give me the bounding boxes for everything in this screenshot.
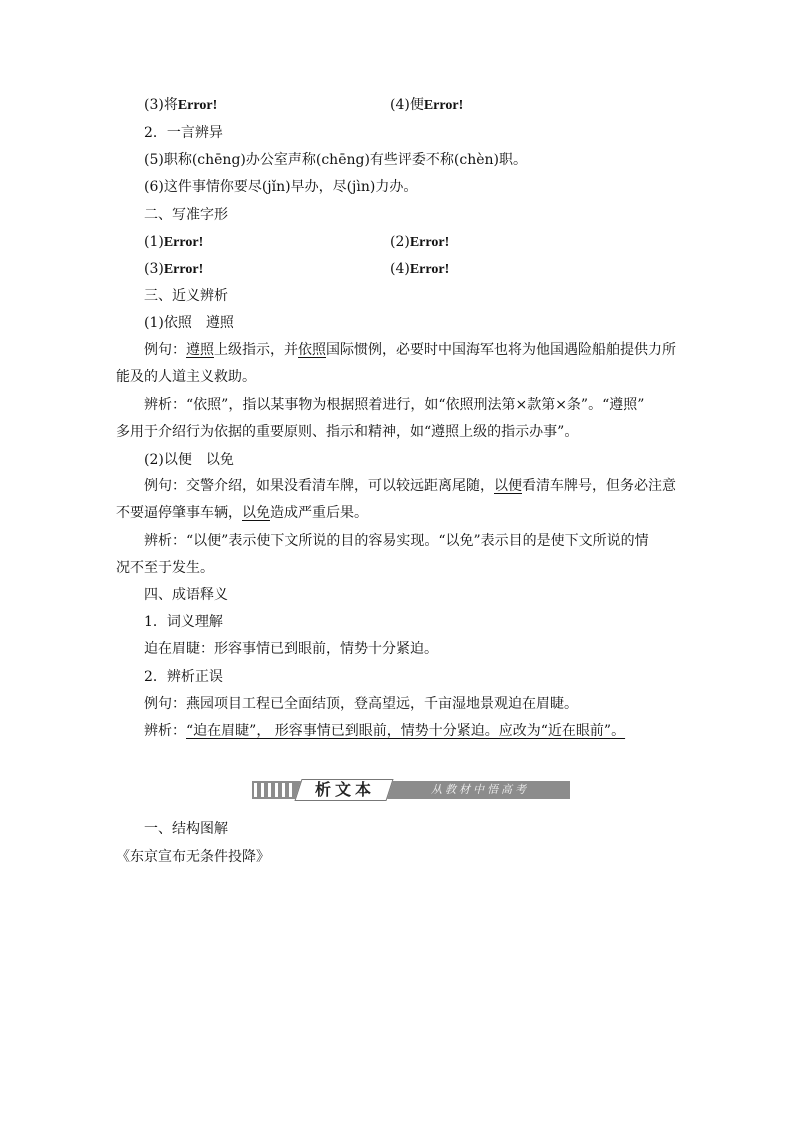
- subheading: 2．辨析正误: [144, 669, 223, 685]
- item-label: (3)将: [144, 97, 178, 113]
- text-span: 例句：交警介绍，如果没看清车牌，可以较远距离尾随，: [144, 478, 494, 494]
- text-span: 国际惯例，必要时中国海军也将为他国遇险船舶提供力所: [326, 342, 676, 358]
- example-line: [116, 503, 368, 523]
- text-line: 况不至于发生。: [116, 560, 214, 576]
- item-label: (3): [144, 261, 164, 277]
- text-span: 辨析：: [144, 723, 186, 739]
- example-line: [144, 340, 676, 360]
- text-line: (5)职称(chēng)办公室声称(chēng)有些评委不称(chèn)职。: [144, 152, 528, 168]
- text-line: 例句：燕园项目工程已全面结顶，登高望远，千亩湿地景观迫在眉睫。: [144, 696, 578, 712]
- item-label: (1): [144, 234, 164, 250]
- error-text: Error!: [409, 235, 450, 250]
- underlined-word: 以便: [494, 478, 522, 494]
- subheading: 1．词义理解: [144, 614, 223, 630]
- banner-title: 析文本: [314, 780, 375, 799]
- error-text: Error!: [177, 98, 218, 113]
- item-3-line: [144, 259, 203, 280]
- item-4-line: [390, 95, 463, 116]
- section-heading: 三、近义辨析: [144, 288, 228, 304]
- text-line: (6)这件事情你要尽(jǐn)早办，尽(jìn)力办。: [144, 179, 418, 195]
- section-heading: 二、写准字形: [144, 207, 228, 223]
- text-line: 辨析：“依照”，指以某事物为根据照着进行，如“依照刑法第×款第×条”。“遵照”: [144, 397, 645, 413]
- analysis-line: [144, 721, 625, 741]
- section-heading: 四、成语释义: [144, 587, 228, 603]
- example-line: [144, 476, 676, 496]
- section-banner: [252, 779, 570, 801]
- section-heading: 一、结构图解: [144, 821, 228, 837]
- item-label: (4)便: [390, 97, 424, 113]
- subheading: (1)依照 遵照: [144, 315, 234, 331]
- item-1-line: [144, 232, 203, 253]
- banner-stripes-icon: [254, 783, 294, 797]
- underlined-word: 依照: [298, 342, 326, 358]
- text-span: 不要逼停肇事车辆，: [116, 505, 242, 521]
- item-3-line: [144, 95, 217, 116]
- item-2-line: [390, 232, 449, 253]
- error-text: Error!: [423, 98, 464, 113]
- underlined-word: 遵照: [186, 342, 214, 358]
- text-line: 迫在眉睫：形容事情已到眼前，情势十分紧迫。: [144, 641, 438, 657]
- text-line: 能及的人道主义救助。: [116, 369, 256, 385]
- item-label: (4): [390, 261, 410, 277]
- text-span: 上级指示，并: [214, 342, 298, 358]
- underlined-word: 以免: [242, 505, 270, 521]
- text-span: 造成严重后果。: [270, 505, 368, 521]
- underlined-phrase: “迫在眉睫”， 形容事情已到眼前，情势十分紧迫。应改为“近在眼前”。: [186, 723, 626, 739]
- banner-subtitle: 从教材中悟高考: [431, 783, 529, 796]
- text-line: 多用于介绍行为依据的重要原则、指示和精神，如“遵照上级的指示办事”。: [116, 424, 579, 440]
- item-label: (2): [390, 234, 410, 250]
- error-text: Error!: [409, 262, 450, 277]
- error-text: Error!: [163, 262, 204, 277]
- item-4-line: [390, 259, 449, 280]
- error-text: Error!: [163, 235, 204, 250]
- text-title: 《东京宣布无条件投降》: [116, 849, 270, 865]
- section-heading: 2．一言辨异: [144, 125, 223, 141]
- text-span: 看清车牌号，但务必注意: [522, 478, 676, 494]
- text-span: 例句：: [144, 342, 186, 358]
- text-line: 辨析：“以便”表示使下文所说的目的容易实现。“以免”表示目的是使下文所说的情: [144, 533, 649, 549]
- subheading: (2)以便 以免: [144, 452, 234, 468]
